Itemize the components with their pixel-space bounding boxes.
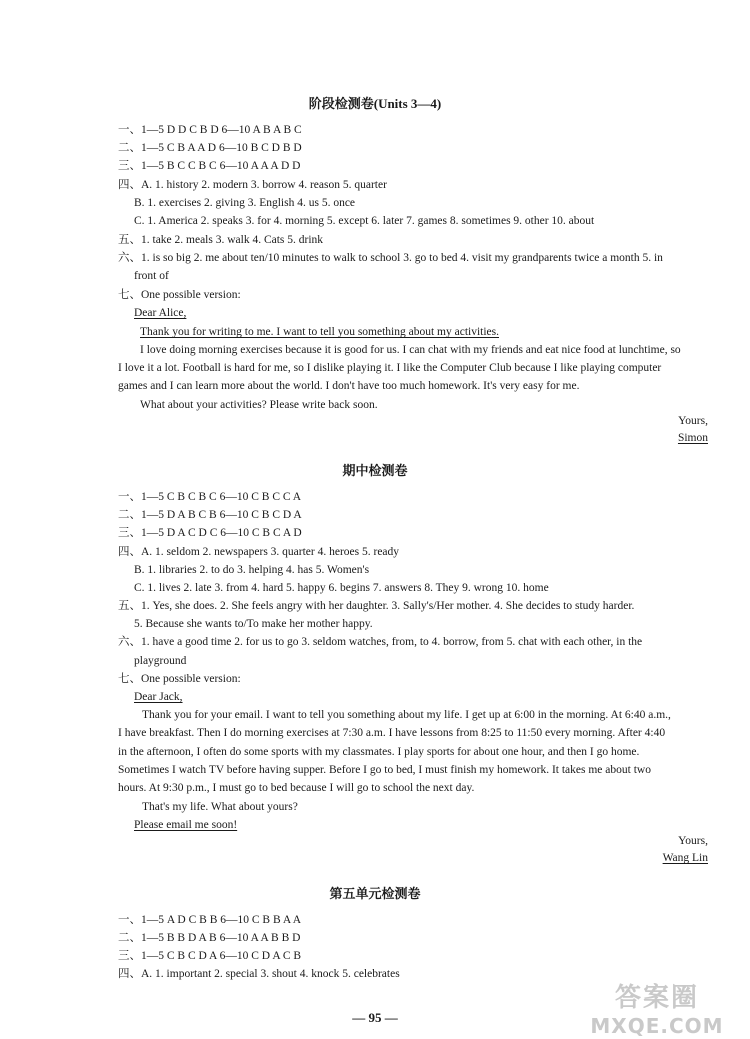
answer-line: 四、A. 1. history 2. modern 3. borrow 4. reason 5. quarter (118, 179, 387, 191)
letter-closing: Yours, (678, 415, 708, 427)
letter-line: Sometimes I watch TV before having supper. Before I go to bed, I must finish my homework. It takes me about two (118, 764, 651, 776)
answer-line: 二、1—5 D A B C B 6—10 C B C D A (118, 509, 302, 521)
answer-line: 五、1. Yes, she does. 2. She feels angry with her daughter. 3. Sally's/Her mother. 4. She decides to study harder. (118, 600, 635, 612)
answer-line: 七、One possible version: (118, 289, 241, 301)
letter-line: I have breakfast. Then I do morning exercises at 7:30 a.m. I have lessons from 8:25 to 11:50 every morning. After 4:40 (118, 727, 666, 739)
answer-line: C. 1. America 2. speaks 3. for 4. morning 5. except 6. later 7. games 8. sometimes 9. other 10. about (134, 215, 595, 227)
letter-line: in the afternoon, I often do some sports with my classmates. I play sports for about one hour, and then I go home. (118, 746, 640, 758)
letter-line: I love doing morning exercises because it is good for us. I can chat with my friends and eat nice food at lunchtime, so (140, 344, 681, 356)
letter-greeting: Dear Jack, (134, 691, 183, 703)
answer-line: front of (134, 270, 169, 282)
letter-line: Please email me soon! (134, 819, 238, 831)
answer-line: 5. Because she wants to/To make her mother happy. (134, 618, 373, 630)
watermark-logo (582, 977, 732, 1038)
answer-line: 七、One possible version: (118, 673, 241, 685)
letter-line: Thank you for your email. I want to tell you something about my life. I get up at 6:00 in the morning. At 6:40 a.m., (142, 709, 671, 721)
answer-line: 三、1—5 C B C D A 6—10 C D A C B (118, 950, 302, 962)
letter-line: hours. At 9:30 p.m., I must go to bed because I will go to school the next day. (118, 782, 475, 794)
letter-closing: Yours, (678, 835, 708, 847)
answer-line: 一、1—5 A D C B B 6—10 C B B A A (118, 914, 302, 926)
answer-line: B. 1. exercises 2. giving 3. English 4. us 5. once (134, 197, 356, 209)
answer-line: 五、1. take 2. meals 3. walk 4. Cats 5. drink (118, 234, 324, 246)
answer-line: playground (134, 655, 187, 667)
answer-line: 三、1—5 B C C B C 6—10 A A A D D (118, 160, 301, 172)
letter-greeting: Dear Alice, (134, 307, 187, 319)
letter-line: I love it a lot. Football is hard for me, so I dislike playing it. I like the Computer Club because I like playing computer (118, 362, 662, 374)
letter-line: games and I can learn more about the world. I don't have too much homework. It's very easy for me. (118, 380, 580, 392)
answer-line: B. 1. libraries 2. to do 3. helping 4. has 5. Women's (134, 564, 370, 576)
section-title: 阶段检测卷(Units 3—4) (308, 96, 442, 111)
answer-line: 一、1—5 D D C B D 6—10 A B A B C (118, 124, 302, 136)
answer-line: 二、1—5 C B A A D 6—10 B C D B D (118, 142, 302, 154)
section-title: 第五单元检测卷 (329, 886, 421, 901)
answer-line: 六、1. have a good time 2. for us to go 3. seldom watches, from, to 4. borrow, from 5. chat with each other, in the (118, 636, 643, 648)
answer-line: 一、1—5 C B C B C 6—10 C B C C A (118, 491, 302, 503)
letter-line: What about your activities? Please write back soon. (140, 399, 378, 411)
answer-line: 三、1—5 D A C D C 6—10 C B C A D (118, 527, 302, 539)
answer-line: 四、A. 1. important 2. special 3. shout 4. knock 5. celebrates (118, 968, 400, 980)
answer-line: 六、1. is so big 2. me about ten/10 minutes to walk to school 3. go to bed 4. visit my grandparents twice a month 5. in (118, 252, 663, 264)
watermark-bottom: MXQE.COM (590, 1014, 724, 1038)
letter-signature: Simon (677, 432, 708, 444)
section-title: 期中检测卷 (342, 463, 408, 478)
letter-line: Thank you for writing to me. I want to tell you something about my activities. (140, 326, 499, 338)
letter-line: That's my life. What about yours? (142, 801, 298, 813)
page-number: — 95 — (352, 1010, 398, 1025)
answer-line: C. 1. lives 2. late 3. from 4. hard 5. happy 6. begins 7. answers 8. They 9. wrong 10. home (134, 582, 549, 594)
answer-line: 四、A. 1. seldom 2. newspapers 3. quarter 4. heroes 5. ready (118, 546, 400, 558)
watermark-top: 答案圈 (614, 983, 699, 1013)
letter-signature: Wang Lin (662, 852, 708, 864)
answer-line: 二、1—5 B B D A B 6—10 A A B B D (118, 932, 301, 944)
